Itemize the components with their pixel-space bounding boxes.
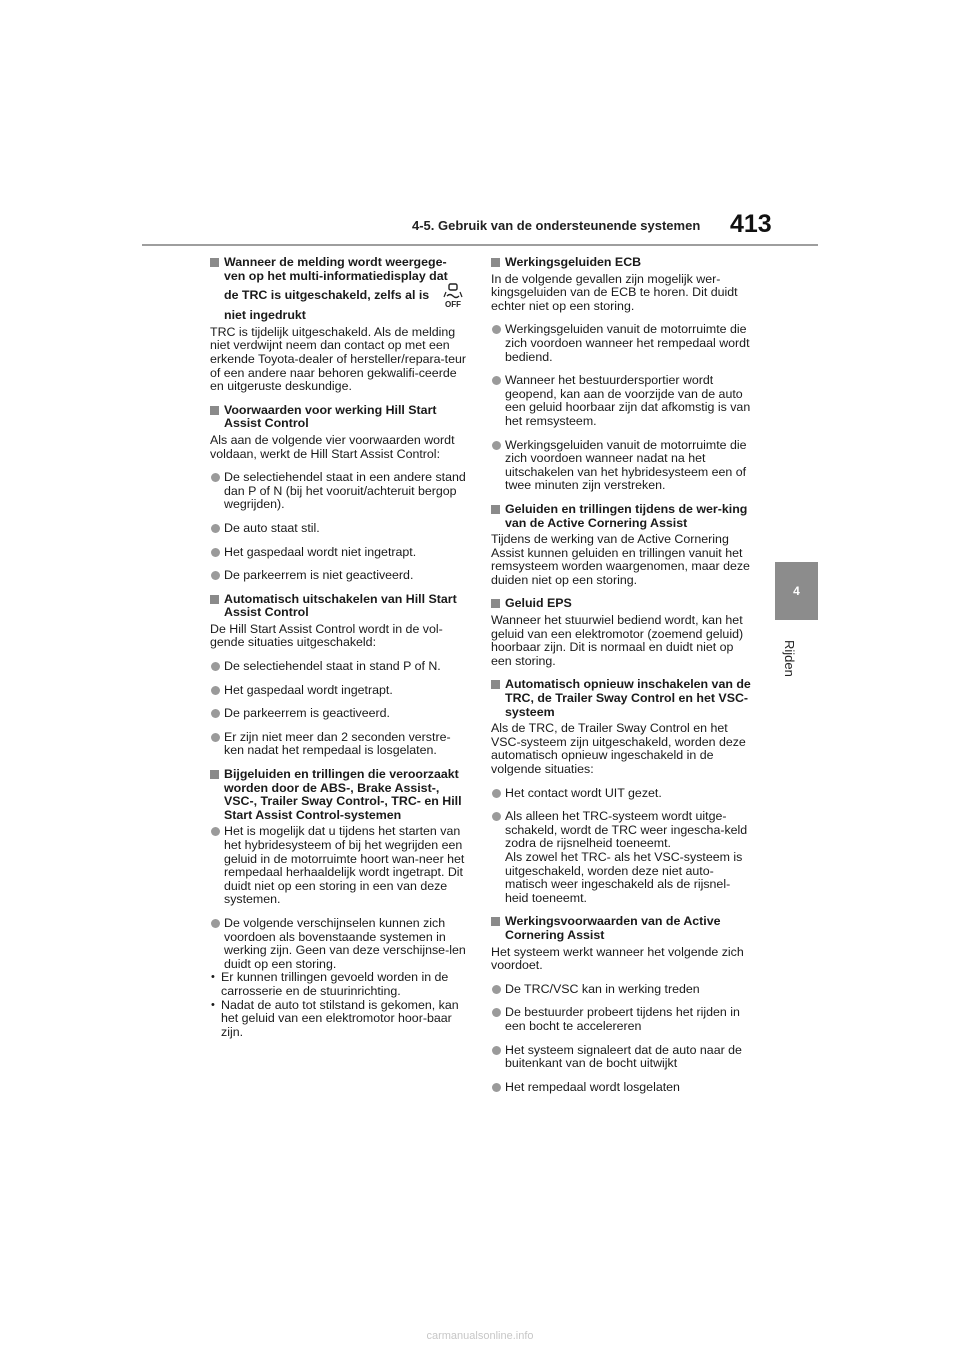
list-item [210, 707, 468, 721]
paragraph: Als aan de volgende vier voorwaarden wordt voldaan, werkt de Hill Start Assist Control: [210, 432, 455, 461]
list-item [491, 1081, 753, 1095]
section-heading [210, 256, 468, 323]
section-heading: Werkingsvoorwaarden van de Active Cornering Assist [491, 915, 753, 942]
bullet-dot-icon [211, 919, 220, 928]
bullet-dot-icon [211, 733, 220, 742]
chapter-label: Rijden [782, 640, 797, 677]
bullet-dot-icon [492, 789, 501, 798]
paragraph: De Hill Start Assist Control wordt in de vol-gende situaties uitgeschakeld: [210, 621, 443, 650]
bullet-dot-icon [492, 376, 501, 385]
right-column [491, 256, 753, 1104]
list-item [210, 522, 468, 536]
list-item-text: De parkeerrem is geactiveerd. [224, 706, 390, 721]
bullet-dot-icon [492, 1046, 501, 1055]
list-item [491, 374, 753, 428]
heading-line: Wanneer de melding wordt weergege- [224, 255, 447, 269]
list-item-text: De volgende verschijnselen kunnen zich voordoen als bovenstaande systemen in werking zijn. Geen van deze verschijnse-len duidt op een storing. [224, 915, 466, 971]
trc-off-icon-label: OFF [445, 300, 461, 310]
bullet-dot-icon [211, 686, 220, 695]
list-item [491, 787, 753, 801]
bullet-dot-icon [211, 473, 220, 482]
bullet-dot-icon [211, 827, 220, 836]
trc-off-icon [442, 283, 464, 309]
list-item [491, 323, 753, 364]
section-heading: Geluid EPS [491, 597, 753, 611]
list-item [210, 569, 468, 583]
chapter-tab[interactable]: 4 [775, 562, 818, 620]
section-heading: Automatisch opnieuw inschakelen van de TRC, de Trailer Sway Control en het VSC-systeem [491, 678, 753, 719]
list-item-text: Het gaspedaal wordt niet ingetrapt. [224, 544, 417, 559]
list-item-text: De bestuurder probeert tijdens het rijden in een bocht te accelereren [505, 1005, 740, 1033]
heading-line: niet ingedrukt [224, 308, 306, 323]
list-item [210, 825, 468, 907]
section-heading: Bijgeluiden en trillingen die veroorzaakt worden door de ABS-, Brake Assist-, VSC-, Trailer Sway Control-, TRC- en Hill Start Assist Control-systemen [210, 768, 468, 822]
bullet-dot-icon [211, 524, 220, 533]
left-column [210, 256, 468, 1039]
list-item-text: Als zowel het TRC- als het VSC-systeem is uitgeschakeld, worden deze niet auto-matisch weer ingeschakeld als de rijsnel-heid toeneemt. [505, 849, 743, 905]
heading-line: de TRC is uitgeschakeld, zelfs al is [224, 288, 430, 303]
list-item-text: De TRC/VSC kan in werking treden [505, 981, 700, 996]
page-number: 413 [730, 210, 772, 238]
list-item-text: Het gaspedaal wordt ingetrapt. [224, 682, 393, 697]
list-item-text: Er zijn niet meer dan 2 seconden verstre-ken nadat het rempedaal is losgelaten. [224, 729, 451, 758]
section-title: 4-5. Gebruik van de ondersteunende systemen [412, 218, 701, 233]
list-item [210, 546, 468, 560]
bullet-dot-icon [211, 571, 220, 580]
list-item [210, 471, 468, 512]
heading-line: ven op het multi-informatiedisplay dat [224, 268, 448, 283]
bullet-dot-icon [492, 812, 501, 821]
paragraph: In de volgende gevallen zijn mogelijk wer-kingsgeluiden van de ECB te horen. Dit duidt echter niet op een storing. [491, 271, 738, 313]
bullet-dot-icon [492, 441, 501, 450]
paragraph: Als de TRC, de Trailer Sway Control en het VSC-systeem zijn uitgeschakeld, worden deze automatisch opnieuw ingeschakeld in de volgende situaties: [491, 721, 746, 776]
paragraph: Tijdens de werking van de Active Cornering Assist kunnen geluiden en trillingen vanuit het remsysteem worden waargenomen, maar deze duiden niet op een storing. [491, 532, 750, 587]
bullet-dot-icon [492, 985, 501, 994]
paragraph: Het systeem werkt wanneer het volgende zich voordoet. [491, 944, 744, 973]
list-item-text: Het contact wordt UIT gezet. [505, 785, 662, 800]
list-item-text: De selectiehendel staat in stand P of N. [224, 659, 441, 674]
list-item-text: De selectiehendel staat in een andere stand dan P of N (bij het vooruit/achteruit bergop wegrijden). [224, 470, 466, 512]
bullet-dot-icon [492, 325, 501, 334]
list-item-text: Het systeem signaleert dat de auto naar de buitenkant van de bocht uitwijkt [505, 1042, 742, 1071]
list-item [491, 810, 753, 905]
list-item [491, 1044, 753, 1071]
section-heading: Werkingsgeluiden ECB [491, 256, 753, 270]
list-item [491, 1006, 753, 1033]
list-item [491, 439, 753, 493]
section-heading: Geluiden en trillingen tijdens de wer-king van de Active Cornering Assist [491, 503, 753, 530]
list-item-text: Werkingsgeluiden vanuit de motorruimte die zich voordoen wanneer nadat na het uitschakelen van het hybridesysteem een of twee minuten zijn verstreken. [505, 437, 747, 493]
paragraph: Wanneer het stuurwiel bediend wordt, kan het geluid van een elektromotor (zoemend geluid) hoorbaar zijn. Dit is normaal en duidt niet op een storing. [491, 613, 744, 668]
bullet-dot-icon [211, 709, 220, 718]
list-item-text: Het is mogelijk dat u tijdens het starten van het hybridesysteem of bij het wegrijden een geluid in de motorruimte hoort wan-neer het rempedaal herhaaldelijk wordt ingetrapt. Dit duidt niet op een storing in een van deze systemen. [224, 824, 465, 907]
bullet-dot-icon [492, 1008, 501, 1017]
sub-list-item: • Er kunnen trillingen gevoeld worden in de carrosserie en de stuurinrichting. [210, 971, 468, 998]
paragraph: TRC is tijdelijk uitgeschakeld. Als de melding niet verdwijnt neem dan contact op met een erkende Toyota-dealer of hersteller/repara-teur of een andere naar behoren gekwalifi-ceerde en uitgeruste deskundige. [210, 324, 466, 394]
sub-list-item: • Nadat de auto tot stilstand is gekomen, kan het geluid van een elektromotor hoor-baar zijn. [210, 999, 468, 1040]
list-item-text: Werkingsgeluiden vanuit de motorruimte die zich voordoen wanneer het rempedaal wordt bediend. [505, 322, 750, 364]
list-item-text: De auto staat stil. [224, 520, 320, 535]
heading-line-with-icon [224, 283, 468, 309]
bullet-dot-icon [211, 662, 220, 671]
bullet-dot-icon [492, 1083, 501, 1092]
list-item-text: Wanneer het bestuurdersportier wordt geopend, kan aan de voorzijde van de auto een geluid hoorbaar zijn dat afkomstig is van het remsysteem. [505, 373, 751, 428]
section-heading: Voorwaarden voor werking Hill Start Assist Control [210, 404, 468, 431]
header-divider [142, 244, 818, 246]
list-item [210, 917, 468, 971]
list-item-text: Als alleen het TRC-systeem wordt uitge-schakeld, wordt de TRC weer ingescha-keld zodra de rijsnelheid toeneemt. [505, 809, 748, 851]
section-heading: Automatisch uitschakelen van Hill Start Assist Control [210, 593, 468, 620]
list-item [210, 684, 468, 698]
list-item [210, 660, 468, 674]
list-item-text: Het rempedaal wordt losgelaten [505, 1079, 680, 1094]
watermark: carmanualsonline.info [426, 1330, 534, 1342]
list-item [491, 983, 753, 997]
list-item-text: De parkeerrem is niet geactiveerd. [224, 568, 414, 583]
list-item [210, 731, 468, 758]
bullet-dot-icon [211, 548, 220, 557]
